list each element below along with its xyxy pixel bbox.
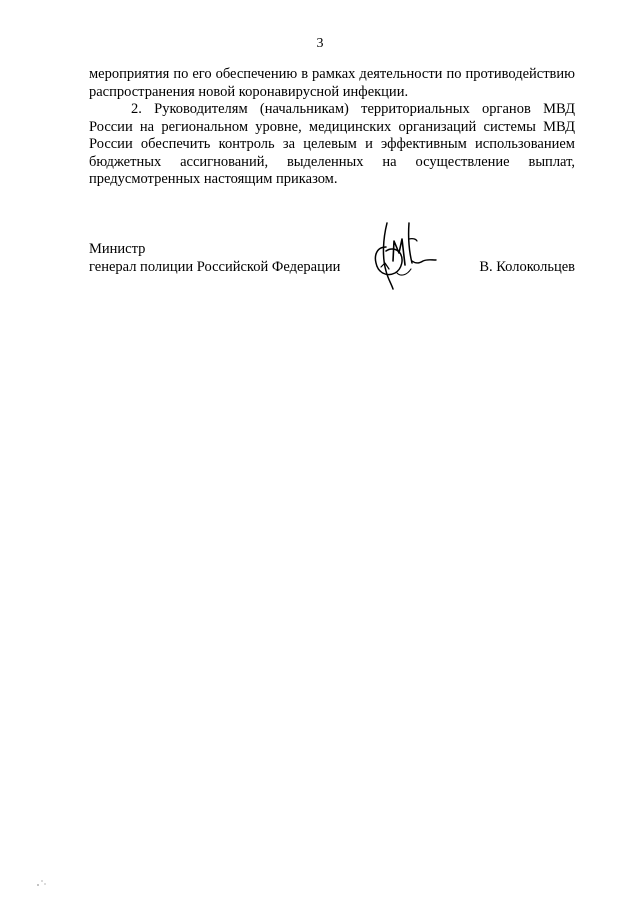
signatory-position: Министр — [89, 241, 146, 257]
paragraph-item-2: 2. Руководителям (начальникам) территориальных органов МВД России на региональном уровне, медицинских организаций системы МВД России обеспечить контроль за целевым и эффективным использованием бюджетных ассигнований, выделенных на осуществление выплат, предусмотренных настоящим приказом. — [89, 101, 575, 187]
paragraph-continuation: мероприятия по его обеспечению в рамках деятельности по противодействию распространения новой коронавирусной инфекции. — [89, 66, 575, 100]
handwritten-signature-icon — [373, 217, 439, 293]
signatory-title — [89, 241, 340, 276]
signatory-rank: генерал полиции Российской Федерации — [89, 258, 341, 275]
scan-artifact — [36, 878, 50, 888]
page-number: 3 — [316, 36, 324, 51]
document-body — [89, 66, 575, 189]
signature-block — [89, 241, 575, 301]
signatory-name: В. Колокольцев — [479, 258, 575, 275]
